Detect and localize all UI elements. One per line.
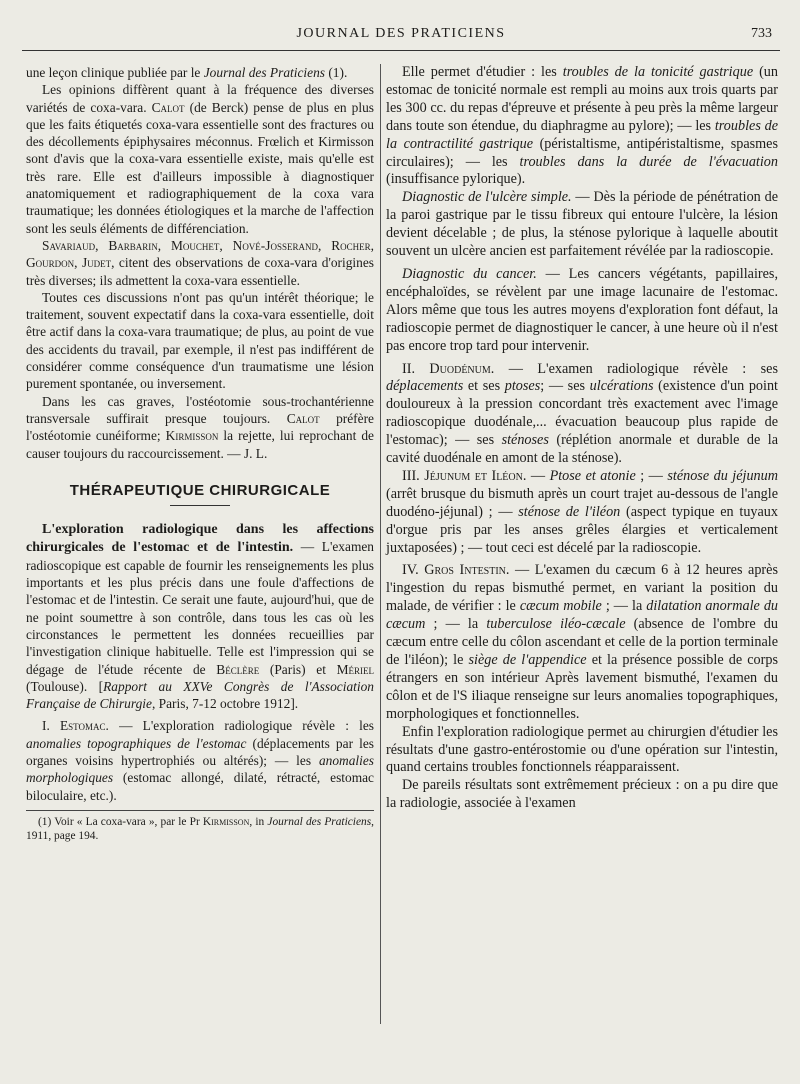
paragraph-duodenum: II. Duodénum. — L'examen radiologique révèle : ses déplacements et ses ptoses; — ses ulcérations (existence d'un point douloureux à la pression concordant très exactement avec l'image radioscopique duodénale,... évacuation beaucoup plus rapide de l'estomac); — ses sténoses (réplétion anormale et durable de la cavité duodénale en amont de la sténose).	[386, 360, 778, 467]
running-header	[22, 22, 780, 44]
section-rule	[170, 505, 230, 506]
paragraph-article: L'exploration radiologique dans les affections chirurgicales de l'estomac et de l'intestin. — L'examen radioscopique est capable de fournir les renseignements les plus importants et les plus précis dans une foule d'affections de l'estomac et de l'intestin. Ce serait une faute, aujourd'hui, que de ne point soumettre à son contrôle, dans tous les cas où les circonstances le permettent les données recueillies par l'investigation clinique habituelle. Telle est l'impression qui se dégage de l'étude récente de Béclère (Paris) et Mériel (Toulouse). [Rapport au XXVe Congrès de l'Association Française de Chirurgie, Paris, 7-12 octobre 1912].	[26, 522, 374, 712]
section-title: THÉRAPEUTIQUE CHIRURGICALE	[69, 481, 331, 499]
page-number: 733	[751, 26, 772, 41]
section-label: III. Jéjunum et Iléon.	[402, 467, 527, 484]
subheading: Diagnostic du cancer.	[402, 265, 537, 282]
left-column	[26, 64, 374, 843]
subheading: Diagnostic de l'ulcère simple.	[402, 189, 572, 206]
journal-title: JOURNAL DES PRATICIENS	[296, 26, 506, 41]
paragraph-jejunum: III. Jéjunum et Iléon. — Ptose et atonie ; — sténose du jéjunum (arrêt brusque du bismuth après un court trajet au-dessous de l'angle duodéno-jéjunal) ; — sténose de l'iléon (aspect typique en tuyaux d'orgue pris par les anses grêles élargies et verticalement juxtaposées) ; — tout ceci est décelé par la radioscopie.	[386, 467, 778, 556]
column-divider	[380, 64, 381, 1024]
author-name: Mériel	[336, 661, 374, 677]
author-name: Calot	[151, 99, 185, 115]
author-name: Béclère	[216, 661, 260, 677]
congress-reference: Rapport au XXVe Congrès de l'Association Française de Chirurgie	[26, 678, 374, 712]
paragraph-intro: une leçon clinique publiée par le Journal des Praticiens (1).	[26, 65, 348, 80]
header-rule	[22, 50, 780, 51]
footnote-rule	[26, 810, 374, 811]
paragraph-opinions: Les opinions diffèrent quant à la fréquence des diverses variétés de coxa-vara. Calot (de Berck) pense de plus en plus que les faits étiquetés coxa-vara essentielle sont des fractures ou des décollements épiphysaires méconnus. Frœlich et Kirmisson sont d'avis que la coxa-vara essentielle existe, mais qu'elle est très rare. Elle est d'ailleurs impossible à diagnostiquer anatomiquement et radiographiquement de la coxa vara traumatique; les données étiologiques et la marche de l'affection sont les seuls éléments de différenciation.	[26, 82, 375, 236]
paragraph-enfin: Enfin l'exploration radiologique permet au chirurgien d'étudier les résultats d'une gastro-entérostomie ou d'une opération sur l'intestin, quand certains troubles fonctionnels réapparaissent.	[386, 723, 778, 776]
section-label: II. Duodénum.	[402, 360, 495, 377]
right-column	[386, 64, 778, 813]
paragraph-gros-intestin: IV. Gros Intestin. — L'examen du cæcum 6 à 12 heures après l'ingestion du repas bismuthé permet, en variant la position du malade, de vérifier : le cæcum mobile ; — la dilatation anormale du cæcum ; — la tuberculose iléo-cæcale (absence de l'ombre du cæcum entre celle du côlon ascendant et celle de la portion terminale de l'iléon); le siège de l'appendice et la présence possible de corps étrangers en son intérieur Après lavement bismuthé, l'examen du côlon et de l'S iliaque renseigne sur leurs anomalies topographiques, morphologiques et fonctionnelles.	[386, 562, 779, 722]
paragraph-estomac: I. Estomac. — L'exploration radiologique révèle : les anomalies topographiques de l'estomac (déplacements par les organes voisins hypertrophiés ou altérés); — les anomalies morphologiques (estomac allongé, dilaté, rétracté, estomac biloculaire, etc.).	[26, 718, 374, 803]
section-label: IV. Gros Intestin.	[402, 562, 510, 579]
paragraph-discussions: Toutes ces discussions n'ont pas qu'un intérêt théorique; le traitement, souvent expectatif dans la coxa-vara essentielle, doit être actif dans la coxa-vara traumatique; de plus, au point de vue des accidents du travail, par exemple, il n'est pas indifférent de considérer comme conséquence d'un traumatisme une lésion purement spontanée, ou inversement.	[26, 289, 374, 392]
paragraph-resultats: De pareils résultats sont extrêmement précieux : on a pu dire que la radiologie, associée à l'examen	[386, 777, 778, 812]
paragraph-cancer: Diagnostic du cancer. — Les cancers végétants, papillaires, encéphaloïdes, se révèlent par une image lacunaire de l'estomac. Alors même que tous les autres moyens d'exploration font défaut, la radioscopie permet de diagnostiquer le cancer, à une heure où il n'est pas encore trop tard pour intervenir.	[386, 265, 778, 354]
article-title: L'exploration radiologique dans les affections chirurgicales de l'estomac et de l'intestin.	[26, 522, 374, 556]
paragraph-ulcer: Diagnostic de l'ulcère simple. — Dès la période de pénétration de la paroi gastrique par le tissu fibreux qui entoure l'ulcère, la lésion devient décelable ; de plus, la sténose pylorique à laquelle aboutit souvent un ulcère ancien est parfaitement révélée par la radioscopie.	[386, 189, 778, 260]
author-names: Savariaud, Barbarin, Mouchet, Nové-Josserand, Rocher, Gourdon, Judet,	[26, 237, 374, 271]
journal-reference: Journal des Praticiens	[203, 65, 325, 80]
paragraph-tonicity: Elle permet d'étudier : les troubles de la tonicité gastrique (un estomac de tonicité normale est rempli au moins aux trois quarts par les 300 cc. du repas d'épreuve et présente à peu près la même largeur dans toute son étendue, du diaphragme au pylore); — les troubles de la contractilité gastrique (péristaltisme, antipéristaltisme, spasmes circulaires); — les troubles dans la durée de l'évacuation (insuffisance pylorique).	[386, 64, 779, 188]
footnote: (1) Voir « La coxa-vara », par le Pr Kirmisson, in Journal des Praticiens, 1911, page 194.	[26, 815, 374, 842]
author-name: Kirmisson	[165, 428, 219, 444]
author-name: Calot	[286, 410, 320, 426]
paragraph-severe-cases: Dans les cas graves, l'ostéotomie sous-trochantérienne transversale suffirait presque toujours. Calot préfère l'ostéotomie cunéiforme; Kirmisson la rejette, lui reprochant de causer toujours du raccourcissement. — J. L.	[26, 393, 374, 461]
section-label: I. Estomac.	[42, 718, 109, 734]
paragraph-authors: Savariaud, Barbarin, Mouchet, Nové-Josserand, Rocher, Gourdon, Judet, citent des observations de coxa-vara d'origines très diverses; ils admettent la coxa-vara essentielle.	[26, 237, 374, 288]
